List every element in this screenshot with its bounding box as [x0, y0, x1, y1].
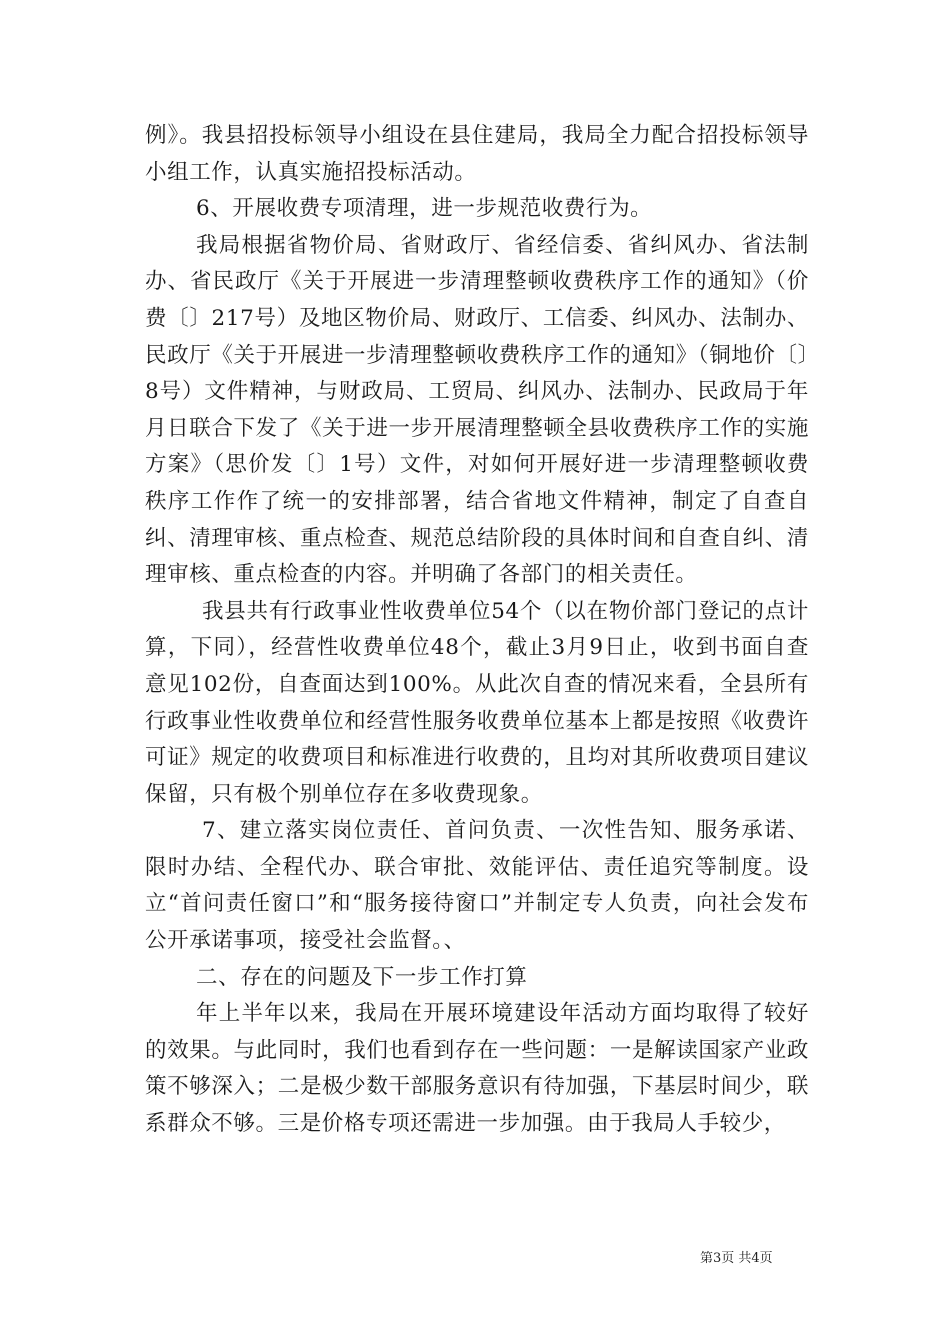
paragraph-fee-notice-basis: 我局根据省物价局、省财政厅、省经信委、省纠风办、省法制办、省民政厅《关于开展进一步清理整顿收费秩序工作的通知》（价费〔〕217号）及地区物价局、财政厅、工信委、纠风办、法制办、民政厅《关于开展进一步清理整顿收费秩序工作的通知》（铜地价〔〕8号）文件精神，与财政局、工贸局、纠风办、法制办、民政局于年月日联合下发了《关于进一步开展清理整顿全县收费秩序工作的实施方案》（思价发〔〕1号）文件，对如何开展好进一步清理整顿收费秩序工作作了统一的安排部署，结合省地文件精神，制定了自查自纠、清理审核、重点检查、规范总结阶段的具体时间和自查自纠、清理审核、重点检查的内容。并明确了各部门的相关责任。 [145, 232, 809, 588]
document-body [145, 118, 809, 1143]
paragraph-tender-continuation: 例》。我县招投标领导小组设在县住建局，我局全力配合招投标领导小组工作，认真实施招投标活动。 [145, 123, 809, 185]
page-number-footer: 第3页 共4页 [700, 1251, 773, 1266]
paragraph-heading-responsibility-system: 7、建立落实岗位责任、首问负责、一次性告知、服务承诺、限时办结、全程代办、联合审批、效能评估、责任追究等制度。设立“首问责任窗口”和“服务接待窗口”并制定专人负责，向社会发布公开承诺事项，接受社会监督。、 [145, 818, 809, 954]
paragraph-heading-problems: 二、存在的问题及下一步工作打算 [196, 964, 528, 990]
paragraph-fee-units-statistics: 我县共有行政事业性收费单位54个（以在物价部门登记的点计算，下同），经营性收费单位48个，截止3月9日止，收到书面自查意见102份，自查面达到100%。从此次自查的情况来看，全县所有行政事业性收费单位和经营性服务收费单位基本上都是按照《收费许可证》规定的收费项目和标准进行收费的，且均对其所收费项目建议保留，只有极个别单位存在多收费现象。 [145, 598, 809, 807]
paragraph-problems-detail: 年上半年以来，我局在开展环境建设年活动方面均取得了较好的效果。与此同时，我们也看到存在一些问题：一是解读国家产业政策不够深入；二是极少数干部服务意识有待加强，下基层时间少，联系群众不够。三是价格专项还需进一步加强。由于我局人手较少， [145, 1001, 809, 1137]
paragraph-heading-fee-clearance: 6、开展收费专项清理，进一步规范收费行为。 [196, 196, 653, 222]
